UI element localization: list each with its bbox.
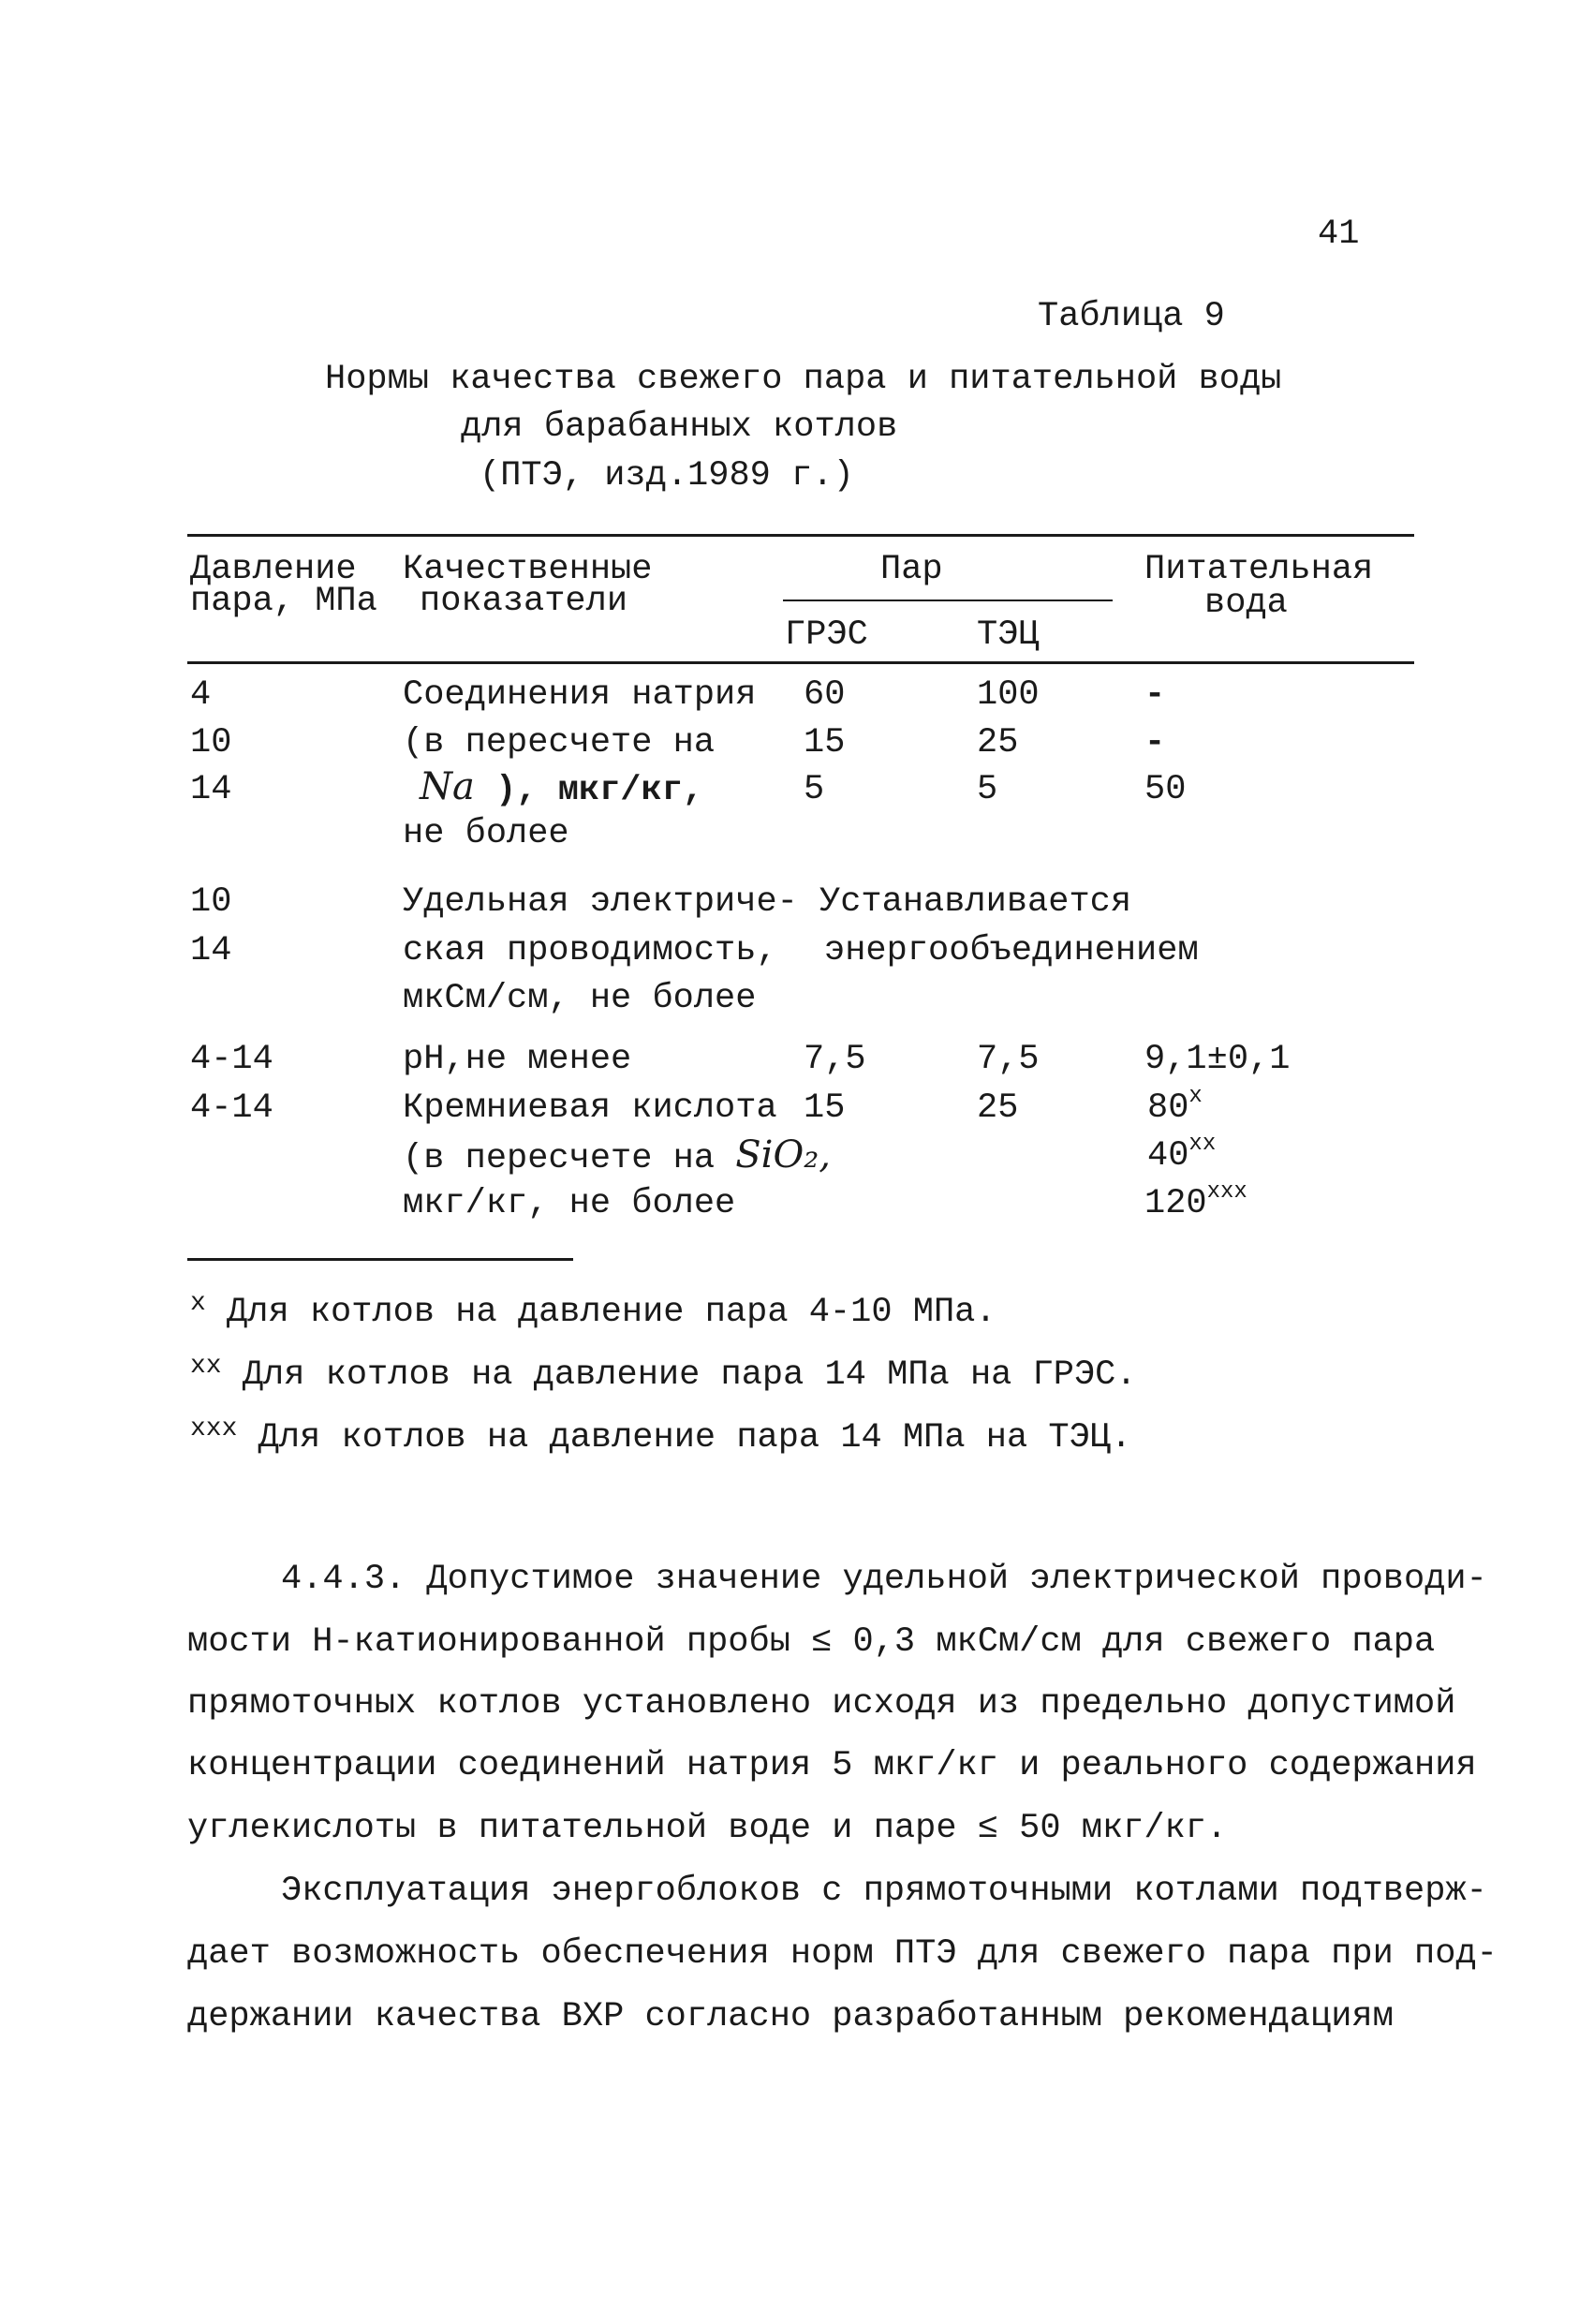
body-line-5: углекислоты в питательной воде и паре ≤ 50 мкг/кг. bbox=[187, 1809, 1228, 1848]
header-steam: Пар bbox=[880, 550, 943, 589]
si-water-1-value: 80 bbox=[1147, 1088, 1189, 1128]
footnote-3-text: Для котлов на давление пара 14 МПа на ТЭЦ. bbox=[258, 1418, 1132, 1458]
sio2-symbol: SiO₂, bbox=[735, 1133, 832, 1177]
g1-pressure-1: 4 bbox=[190, 675, 212, 715]
header-tec: ТЭЦ bbox=[977, 615, 1040, 655]
g2-indicator-line-2: ская проводимость, bbox=[403, 931, 777, 970]
si-water-3-value: 120 bbox=[1144, 1184, 1207, 1223]
g1-water-1: - bbox=[1144, 675, 1166, 715]
table-header-rule bbox=[187, 661, 1414, 664]
footnote-3 bbox=[190, 1414, 1132, 1458]
g1-tec-2: 25 bbox=[977, 723, 1019, 762]
table-title-line-1: Нормы качества свежего пара и питательной воды bbox=[325, 360, 1282, 399]
g2-indicator-line-1: Удельная электриче- bbox=[403, 882, 798, 922]
body-line-4: концентрации соединений натрия 5 мкг/кг и реального содержания bbox=[187, 1746, 1477, 1785]
table-top-rule bbox=[187, 534, 1414, 537]
g2-pressure-1: 10 bbox=[190, 882, 232, 922]
g1-indicator-line-1: Соединения натрия bbox=[403, 675, 757, 715]
body-line-6: Эксплуатация энергоблоков с прямоточными котлами подтверж- bbox=[281, 1872, 1487, 1911]
si-water-1 bbox=[1147, 1084, 1203, 1128]
g1-water-3: 50 bbox=[1144, 770, 1187, 809]
g1-indicator-line-2: (в пересчете на bbox=[403, 723, 716, 762]
g1-indicator-units: ), мкг/кг, bbox=[495, 771, 704, 810]
ph-label: рН,не менее bbox=[403, 1040, 632, 1079]
si-water-2 bbox=[1147, 1132, 1217, 1176]
page-number: 41 bbox=[1318, 215, 1360, 254]
body-line-8: держании качества ВХР согласно разработанным рекомендациям bbox=[187, 1997, 1394, 2036]
footnote-1-mark: x bbox=[190, 1289, 206, 1318]
si-line-1: Кремниевая кислота bbox=[403, 1088, 777, 1128]
si-line-2-text: (в пересчете на bbox=[403, 1139, 716, 1178]
si-water-2-value: 40 bbox=[1147, 1136, 1189, 1176]
g1-water-2: - bbox=[1144, 723, 1166, 762]
si-line-2 bbox=[403, 1133, 832, 1178]
g1-grec-1: 60 bbox=[804, 675, 846, 715]
si-line-3: мкг/кг, не более bbox=[403, 1184, 736, 1223]
ph-grec: 7,5 bbox=[804, 1040, 866, 1079]
g1-grec-3: 5 bbox=[804, 770, 825, 809]
header-indicators-1: Качественные bbox=[403, 550, 653, 589]
header-feedwater-1: Питательная bbox=[1144, 550, 1374, 589]
si-grec: 15 bbox=[804, 1088, 846, 1128]
footnote-1 bbox=[190, 1289, 996, 1332]
table-title-line-3: (ПТЭ, изд.1989 г.) bbox=[480, 456, 854, 496]
sodium-symbol: Na bbox=[420, 765, 475, 808]
g1-indicator-line-3 bbox=[420, 765, 704, 810]
si-tec: 25 bbox=[977, 1088, 1019, 1128]
footnote-2-mark: xx bbox=[190, 1352, 222, 1381]
g2-pressure-2: 14 bbox=[190, 931, 232, 970]
g3-pressure-1: 4-14 bbox=[190, 1040, 273, 1079]
g3-pressure-2: 4-14 bbox=[190, 1088, 273, 1128]
g1-tec-1: 100 bbox=[977, 675, 1040, 715]
si-water-2-mark: xx bbox=[1188, 1132, 1217, 1157]
g1-indicator-line-4: не более bbox=[403, 814, 569, 853]
steam-header-rule bbox=[783, 600, 1113, 601]
g1-grec-2: 15 bbox=[804, 723, 846, 762]
ph-tec: 7,5 bbox=[977, 1040, 1040, 1079]
g1-pressure-3: 14 bbox=[190, 770, 232, 809]
header-pressure-1: Давление bbox=[190, 550, 357, 589]
si-water-3-mark: xxx bbox=[1206, 1179, 1247, 1205]
body-line-2: мости Н-катионированной пробы ≤ 0,3 мкСм/см для свежего пара bbox=[187, 1622, 1436, 1662]
footnote-1-text: Для котлов на давление пара 4-10 МПа. bbox=[227, 1293, 996, 1332]
header-pressure-2: пара, МПа bbox=[190, 582, 377, 621]
ph-water: 9,1±0,1 bbox=[1144, 1040, 1291, 1079]
body-line-1: 4.4.3. Допустимое значение удельной электрической проводи- bbox=[281, 1560, 1487, 1599]
table-label: Таблица 9 bbox=[1038, 297, 1225, 336]
footnote-2 bbox=[190, 1352, 1137, 1395]
si-water-1-mark: x bbox=[1188, 1084, 1203, 1109]
body-line-3: прямоточных котлов установлено исходя из предельно допустимой bbox=[187, 1684, 1456, 1724]
g2-indicator-line-3: мкСм/см, не более bbox=[403, 979, 757, 1018]
header-feedwater-2: вода bbox=[1204, 584, 1288, 623]
footnote-2-text: Для котлов на давление пара 14 МПа на ГРЭС. bbox=[242, 1355, 1137, 1395]
g1-pressure-2: 10 bbox=[190, 723, 232, 762]
header-grec: ГРЭС bbox=[785, 615, 868, 655]
footnote-separator bbox=[187, 1258, 573, 1261]
body-line-7: дает возможность обеспечения норм ПТЭ для свежего пара при под- bbox=[187, 1934, 1498, 1974]
si-water-3 bbox=[1144, 1179, 1247, 1223]
header-indicators-2: показатели bbox=[420, 582, 628, 621]
g1-tec-3: 5 bbox=[977, 770, 998, 809]
table-title-line-2: для барабанных котлов bbox=[461, 407, 898, 447]
footnote-3-mark: xxx bbox=[190, 1414, 238, 1443]
g2-value-line-1: Устанавливается bbox=[819, 882, 1132, 922]
g2-value-line-2: энергообъединением bbox=[824, 931, 1199, 970]
